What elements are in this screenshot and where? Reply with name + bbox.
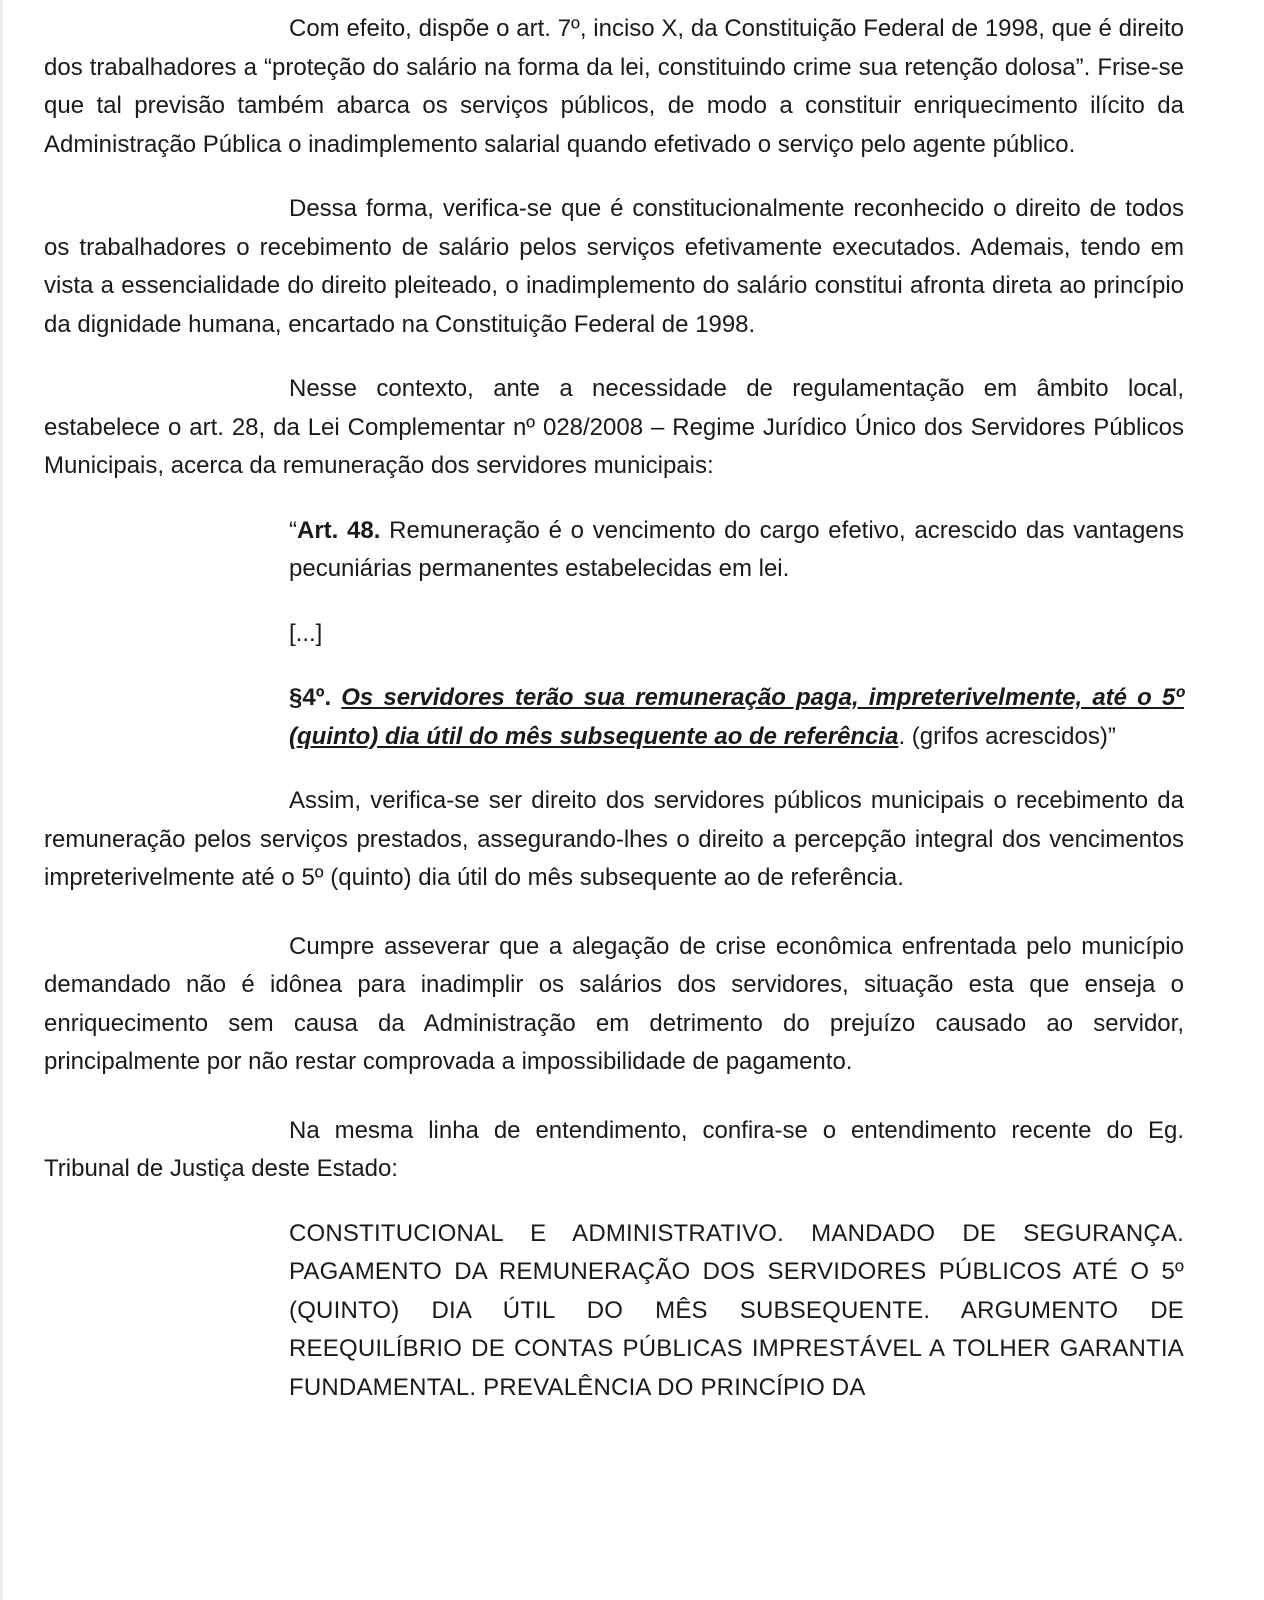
quote-ellipsis: [...] xyxy=(289,619,323,647)
section-tail: . (grifos acrescidos)” xyxy=(898,722,1116,750)
article-label: Art. 48. xyxy=(297,516,381,544)
paragraph-court-reference: Na mesma linha de entendimento, confira-se o entendimento recente do Eg. Tribunal de Justiça deste Estado: xyxy=(44,1116,1184,1182)
ementa-court-decision: CONSTITUCIONAL E ADMINISTRATIVO. MANDADO DE SEGURANÇA. PAGAMENTO DA REMUNERAÇÃO DOS SERVIDORES PÚBLICOS ATÉ O 5º (QUINTO) DIA ÚTIL DO MÊS SUBSEQUENTE. ARGUMENTO DE REEQUILÍBRIO DE CONTAS PÚBLICAS IMPRESTÁVEL A TOLHER GARANTIA FUNDAMENTAL. PREVALÊNCIA DO PRINCÍPIO DA xyxy=(289,1219,1184,1401)
article-text: Remuneração é o vencimento do cargo efetivo, acrescido das vantagens pecuniárias permanentes estabelecidas em lei. xyxy=(289,516,1184,582)
paragraph-local-regulation: Nesse contexto, ante a necessidade de regulamentação em âmbito local, estabelece o art. 28, da Lei Complementar nº 028/2008 – Regime Jurídico Único dos Servidores Públicos Municipais, acerca da remuneração dos servidores municipais: xyxy=(44,375,1184,479)
page-edge xyxy=(0,0,3,1600)
section-emphasis: Os servidores terão sua remuneração paga, impreterivelmente, até o 5º (quinto) dia útil do mês subsequente ao de referência xyxy=(289,684,1184,750)
paragraph-economic-crisis: Cumpre asseverar que a alegação de crise econômica enfrentada pelo município demandado não é idônea para inadimplir os salários dos servidores, situação esta que enseja o enriquecimento sem causa da Administração em detrimento do prejuízo causado ao servidor, principalmente por não restar comprovada a impossibilidade de pagamento. xyxy=(44,932,1184,1075)
section-label: §4º. xyxy=(289,684,332,711)
quote-open-mark: “ xyxy=(289,516,297,544)
quote-article-48 xyxy=(289,512,1184,589)
section-space xyxy=(331,684,341,711)
paragraph-constitution-article: Com efeito, dispõe o art. 7º, inciso X, da Constituição Federal de 1998, que é direito dos trabalhadores a “proteção do salário na forma da lei, constituindo crime sua retenção dolosa”. Frise-se que tal previsão também abarca os serviços públicos, de modo a constituir enriquecimento ilícito da Administração Pública o inadimplemento salarial quando efetivado o serviço pelo agente público. xyxy=(44,15,1184,158)
quote-section-4 xyxy=(289,679,1184,756)
paragraph-servant-right: Assim, verifica-se ser direito dos servidores públicos municipais o recebimento da remuneração pelos serviços prestados, assegurando-lhes o direito a percepção integral dos vencimentos impreterivelmente até o 5º (quinto) dia útil do mês subsequente ao de referência. xyxy=(44,787,1184,891)
paragraph-constitutional-right: Dessa forma, verifica-se que é constitucionalmente reconhecido o direito de todos os trabalhadores o recebimento de salário pelos serviços efetivamente executados. Ademais, tendo em vista a essencialidade do direito pleiteado, o inadimplemento do salário constitui afronta direta ao princípio da dignidade humana, encartado na Constituição Federal de 1998. xyxy=(44,195,1184,338)
document-page xyxy=(44,10,1184,1407)
